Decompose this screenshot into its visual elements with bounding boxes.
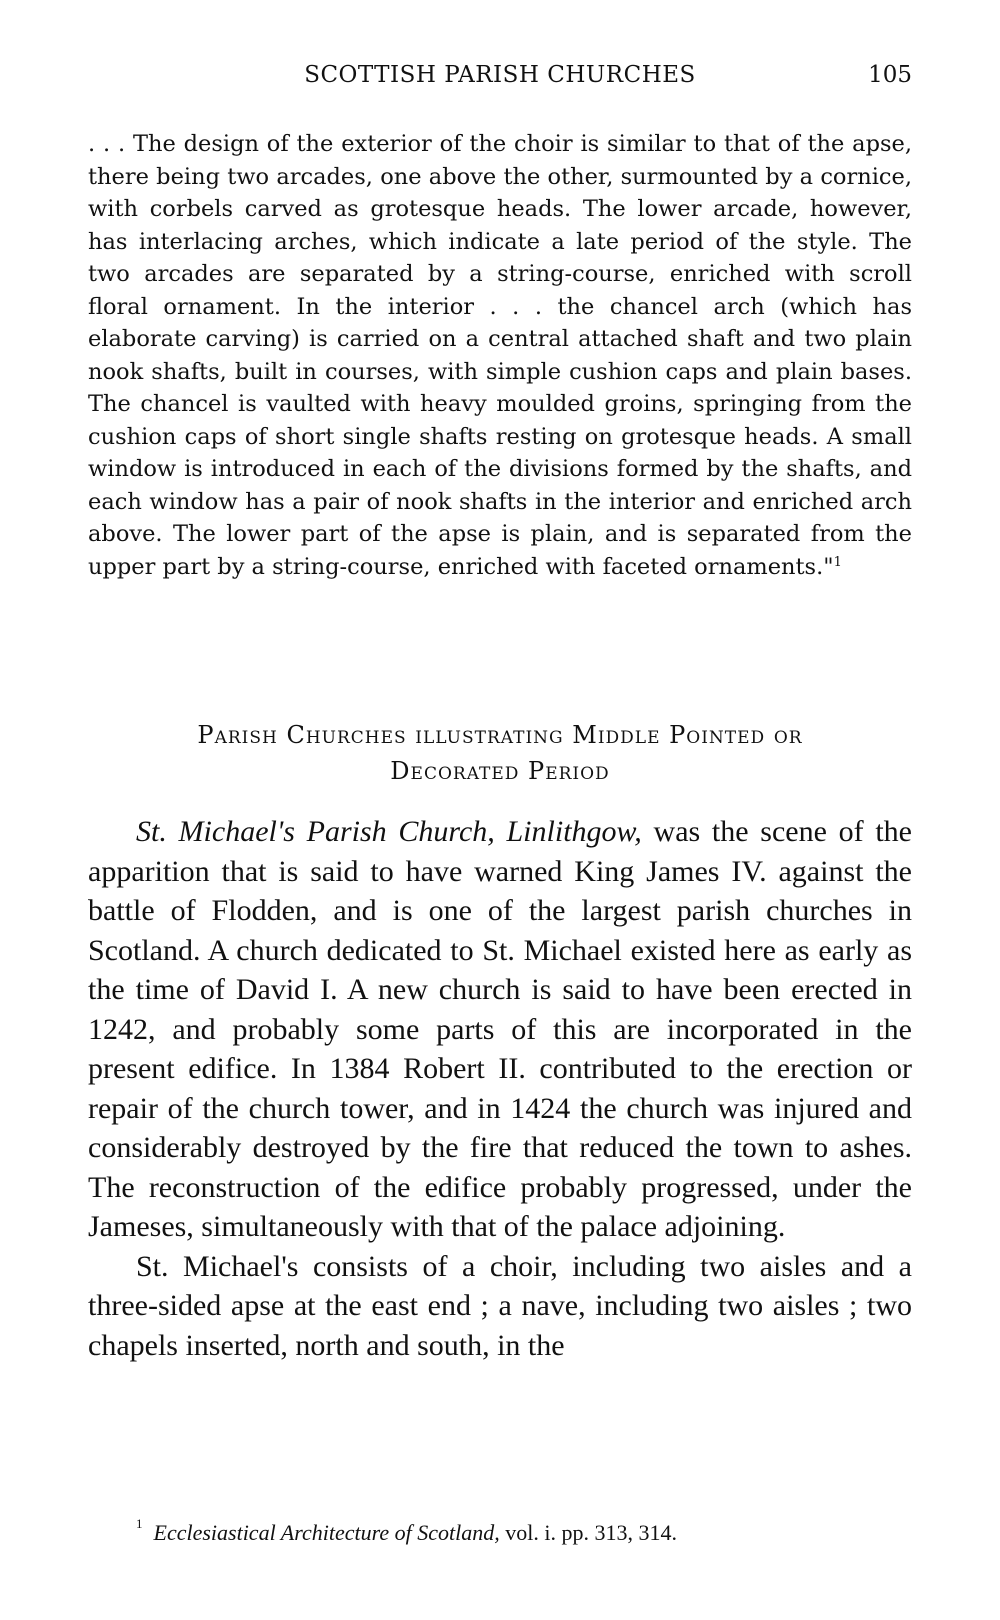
paragraph-1-text: was the scene of the apparition that is said to have warned King James IV. against the battle of Flodden, and is one of the largest parish churches in Scotland. A church dedicated to St. Michael existed here as early as the time of David I. A new church is said to have been erected in 1242, and probably some parts of this are incorporated in the present edifice. In 1384 Robert II. contributed to the erection or repair of the church tower, and in 1424 the church was injured and considerably destroyed by the fire that reduced the town to ashes. The reconstruction of the edifice probably progressed, under the Jameses, simultaneously with that of the palace adjoining. [88, 815, 912, 1243]
running-title: SCOTTISH PARISH CHURCHES [304, 62, 696, 88]
body-text [88, 812, 912, 1365]
paragraph-2: St. Michael's consists of a choir, including two aisles and a three-sided apse at the east end ; a nave, including two aisles ; two chapels inserted, north and south, in the [88, 1249, 912, 1362]
footnote-source-title: Ecclesiastical Architecture of Scotland, [153, 1520, 500, 1545]
page-header [88, 62, 912, 96]
footnote-text: vol. i. pp. 313, 314. [499, 1520, 677, 1545]
section-heading-line-2: Decorated Period [390, 757, 610, 785]
footnote-reference: 1 [833, 554, 842, 570]
footnote-marker: 1 [136, 1516, 143, 1531]
section-heading [88, 717, 912, 789]
church-name: St. Michael's Parish Church, Linlithgow, [136, 815, 642, 848]
footnote [136, 1516, 912, 1546]
quoted-passage-text: . . . The design of the exterior of the choir is similar to that of the apse, there being two arcades, one above the other, surmounted by a cornice, with corbels carved as grotesque heads. The lower arcade, however, has interlacing arches, which indicate a late period of the style. The two arcades are separated by a string-course, enriched with scroll floral ornament. In the interior . . . the chancel arch (which has elaborate carving) is carried on a central attached shaft and two plain nook shafts, built in courses, with simple cushion caps and plain bases. The chancel is vaulted with heavy moulded groins, springing from the cushion caps of short single shafts resting on grotesque heads. A small window is introduced in each of the divisions formed by the shafts, and each window has a pair of nook shafts in the interior and enriched arch above. The lower part of the apse is plain, and is separated from the upper part by a string-course, enriched with faceted ornaments." [88, 131, 912, 580]
section-heading-line-1: Parish Churches illustrating Middle Pointed or [197, 721, 803, 749]
quoted-passage [88, 128, 912, 583]
paragraph-1 [88, 812, 912, 1247]
page-number: 105 [868, 62, 912, 88]
